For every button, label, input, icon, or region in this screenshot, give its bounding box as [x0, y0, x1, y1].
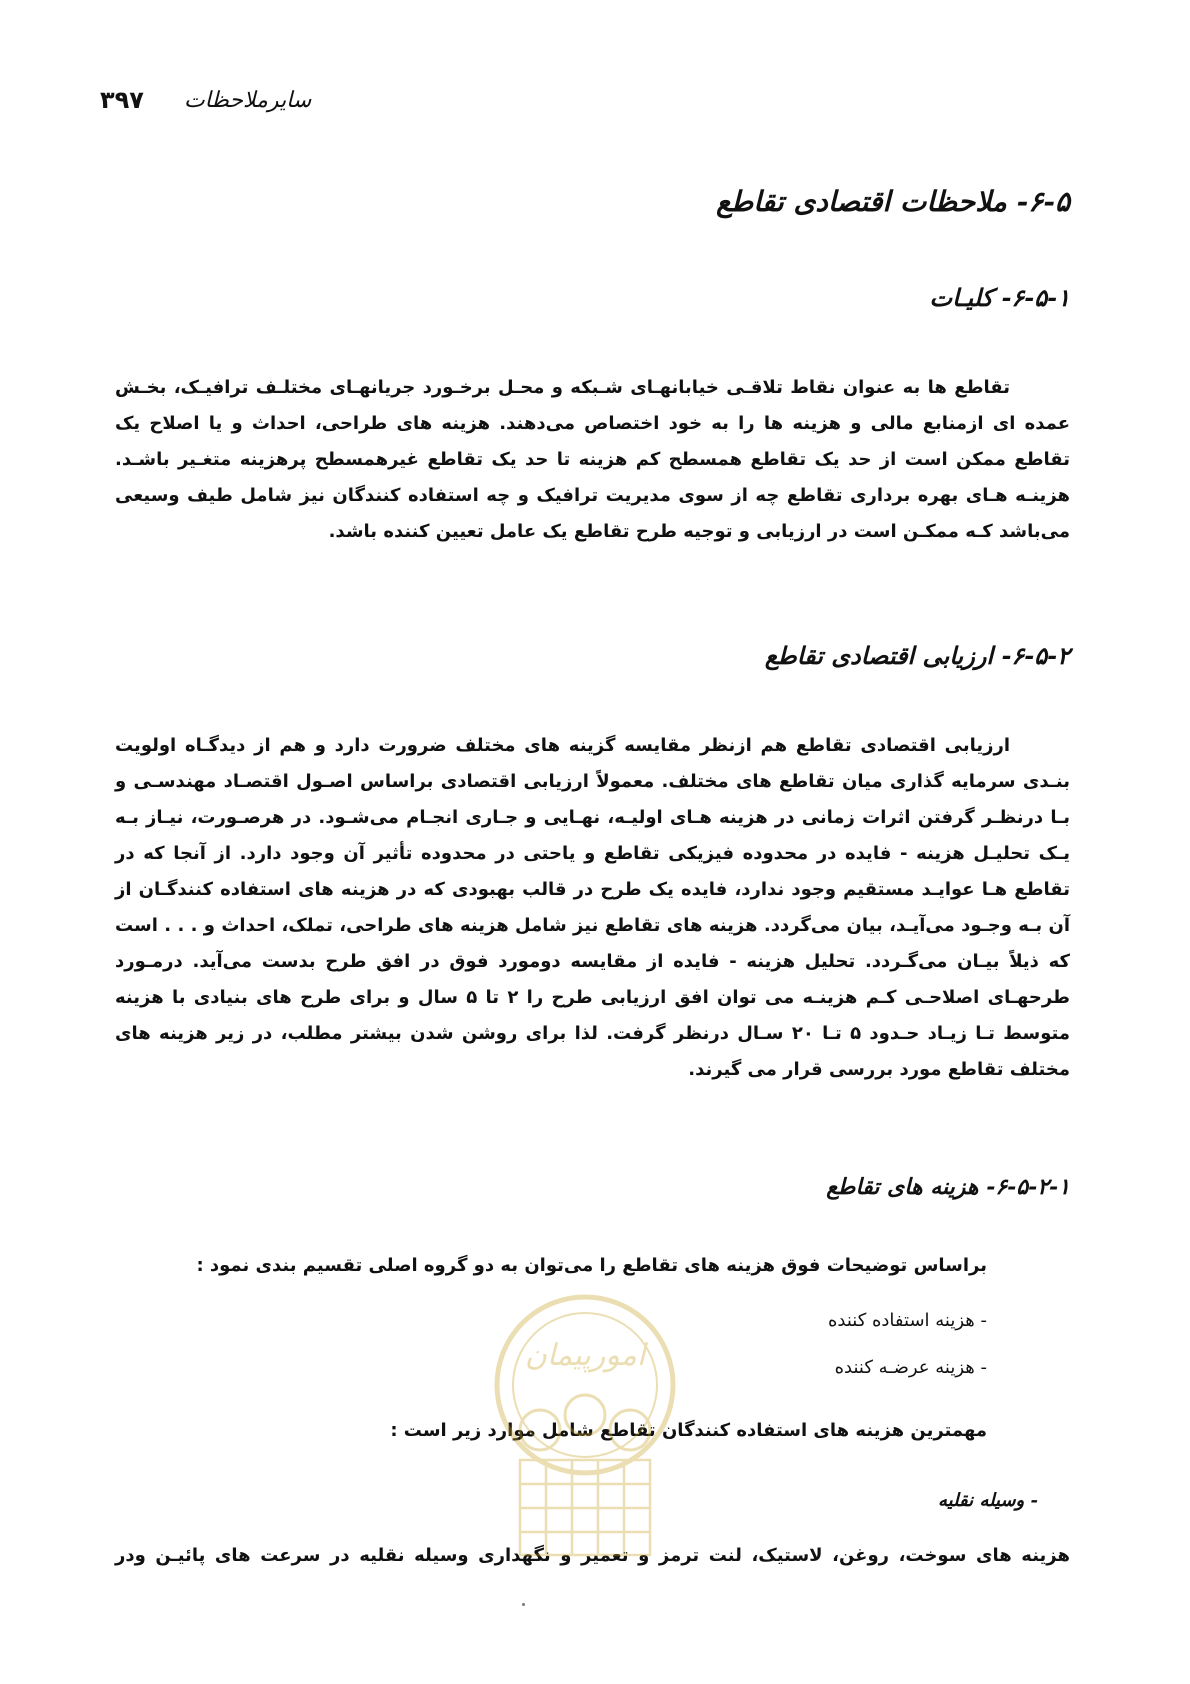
publisher-logo-watermark-icon: [485, 1280, 685, 1570]
list-item-vehicle: - وسیله نقلیه: [938, 1490, 1038, 1511]
vehicle-costs-text: هزینه های سوخت، روغن، لاستیک، لنت ترمز و تعمیر و نگهداری وسیله نقلیه در سرعت های پائیـن ودر: [115, 1545, 1070, 1566]
paragraph-economic-evaluation: ارزیابی اقتصادی تقاطع هم ازنظر مقایسه گزینه های مختلف ضرورت دارد و هم از دیدگـاه اولویت بنـدی سرمایه گذاری میان تقاطع های مختلف. معمولاً ارزیابی اقتصادی براساس اصـول اقتصـاد مهندسـی و بـا درنظـر گرفتن اثرات زمانی در هزینه هـای اولیـه، نهـایی و جـاری انجـام می‌شـود. در هرصـورت، نیـاز بـه یـک تحلیـل هزینه - فایده در محدوده فیزیکی تقاطع و یاحتی در محدوده تأثیر آن وجود دارد. از آنجا که در تقاطع هـا عوایـد مستقیم وجود ندارد، فایده یک طرح در قالب بهبودی که در هزینه های استفاده کنندگـان از آن بـه وجـود می‌آیـد، بیان می‌گردد. هزینه های تقاطع نیز شامل هزینه های طراحی، تملک، احداث و . . . است که ذیلاً بیـان می‌گـردد. تحلیل هزینه - فایده از مقایسه دومورد فوق در افق طرح بدست می‌آید. درمـورد طرحهـای اصلاحـی کـم هزینـه می توان افق ارزیابی طرح را ۲ تا ۵ سال و برای طرح های بنیادی با هزینه متوسط تـا زیـاد حـدود ۵ تـا ۲۰ سـال درنظر گرفت. لذا برای روشن شدن بیشتر مطلب، در زیر هزینه های مختلف تقاطع مورد بررسی قرار می گیرند.: [115, 735, 1070, 1080]
main-user-costs-intro: مهمترین هزینه های استفاده کنندگان تقاطع شامل موارد زیر است :: [390, 1420, 987, 1441]
list-item-supplier-cost: - هزینه عرضـه کننده: [834, 1357, 987, 1378]
list-item-user-cost: - هزینه استفاده کننده: [827, 1310, 987, 1331]
page-number: ۳۹۷: [100, 86, 144, 114]
cost-groups-intro: براساس توضیحات فوق هزینه های تقاطع را می‌توان به دو گروه اصلی تقسیم بندی نمود :: [196, 1255, 987, 1276]
subsection-heading-economic-evaluation: ۶-۵-۲- ارزیابی اقتصادی تقاطع: [764, 641, 1070, 670]
running-header: [100, 82, 340, 118]
watermark-text: امورپیمان: [524, 1338, 646, 1373]
section-heading: ۶-۵- ملاحظات اقتصادی تقاطع: [716, 185, 1070, 218]
paragraph-general: تقاطع ها به عنوان نقاط تلاقـی خیابانهـای شـبکه و محـل برخـورد جریانهـای مختلـف ترافیـک، بخـش عمده ای ازمنابع مالی و هزینه ها را به خود اختصاص می‌دهند. هزینه های طراحی، احداث و یا اصلاح یک تقاطع ممکن است از حد یک تقاطع همسطح کم هزینه تا حد یک تقاطع غیرهمسطح پرهزینه متغـیر باشـد. هزینـه هـای بهره برداری تقاطع چه از سوی مدیریت ترافیک و چه استفاده کنندگان نیز شامل طیف وسیعی می‌باشد کـه ممکـن است در ارزیابی و توجیه طرح تقاطع یک عامل تعیین کننده باشد.: [115, 377, 1070, 542]
subsection-heading-general: ۶-۵-۱- کلیـات: [929, 283, 1070, 312]
subsection-heading-intersection-costs: ۶-۵-۲-۱- هزینه های تقاطع: [826, 1174, 1070, 1200]
running-title: سایرملاحظات: [183, 87, 312, 113]
footer-dot: [522, 1603, 525, 1606]
